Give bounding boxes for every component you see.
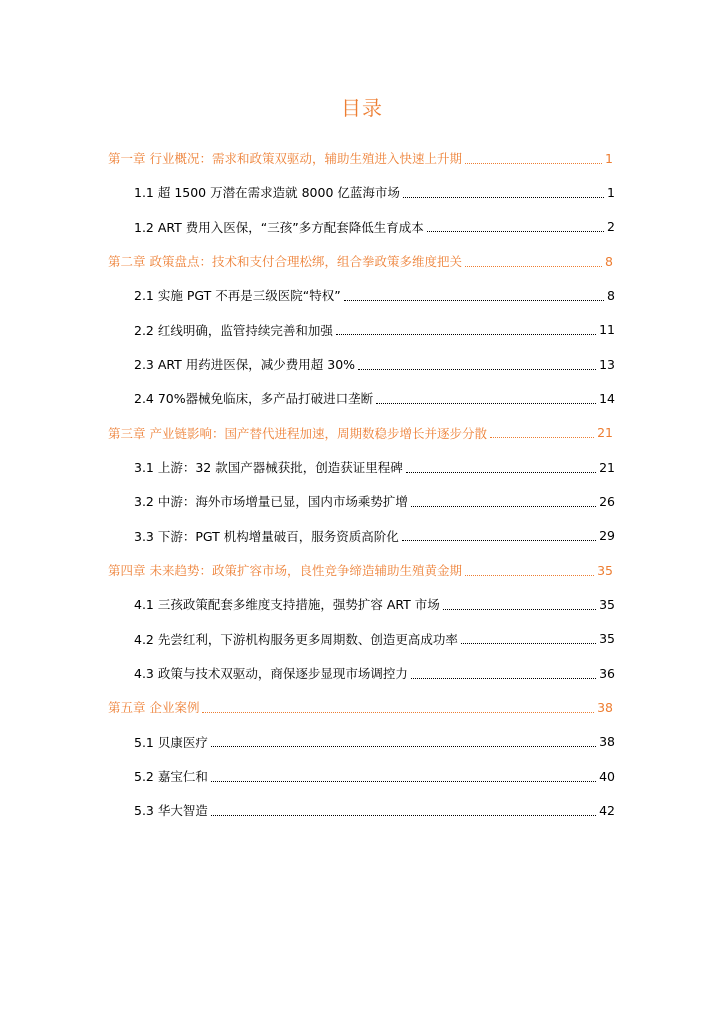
toc-page-number: 21 [599,459,615,475]
toc-dot-leader [465,163,602,164]
toc-entry-title: 第一章 行业概况：需求和政策双驱动，辅助生殖进入快速上升期 [108,151,462,167]
toc-chapter-entry[interactable] [0,244,613,278]
toc-page-number: 1 [605,150,613,166]
toc-page-number: 2 [607,219,615,235]
toc-entry-title: 2.1 实施 PGT 不再是三级医院“特权” [134,288,341,304]
toc-entry-title: 2.4 70%器械免临床，多产品打破进口垄断 [134,391,374,407]
toc-entry-title: 第三章 产业链影响：国产替代进程加速，周期数稳步增长并逐步分散 [108,425,487,441]
toc-section-entry[interactable] [0,656,615,690]
toc-page-number: 36 [599,665,615,681]
toc-dot-leader [202,712,594,713]
toc-dot-leader [465,266,602,267]
toc-entry-title: 5.2 嘉宝仁和 [134,769,208,785]
toc-entry-title: 3.2 中游：海外市场增量已显，国内市场乘势扩增 [134,494,408,510]
toc-entry-title: 第五章 企业案例 [108,700,200,716]
toc-dot-leader [211,781,596,782]
toc-section-entry[interactable] [0,587,615,621]
toc-page-number: 38 [599,734,615,750]
toc-page-number: 35 [599,596,615,612]
toc-dot-leader [336,334,596,335]
toc-section-entry[interactable] [0,381,615,415]
toc-section-entry[interactable] [0,622,615,656]
toc-page-number: 11 [599,322,615,338]
toc-section-entry[interactable] [0,519,615,553]
toc-dot-leader [411,678,596,679]
toc-section-entry[interactable] [0,725,615,759]
toc-dot-leader [403,197,604,198]
toc-page-number: 26 [599,493,615,509]
toc-page-number: 42 [599,802,615,818]
toc-page-number: 35 [599,631,615,647]
toc-chapter-entry[interactable] [0,416,613,450]
toc-section-entry[interactable] [0,313,615,347]
toc-chapter-entry[interactable] [0,141,613,175]
toc-entry-title: 1.1 超 1500 万潜在需求造就 8000 亿蓝海市场 [134,185,400,201]
toc-page-number: 21 [597,425,613,441]
toc-section-entry[interactable] [0,278,615,312]
toc-page-number: 14 [599,390,615,406]
toc-section-entry[interactable] [0,484,615,518]
toc-section-entry[interactable] [0,759,615,793]
toc-chapter-entry[interactable] [0,553,613,587]
toc-page-number: 38 [597,699,613,715]
toc-section-entry[interactable] [0,210,615,244]
toc-page-number: 40 [599,768,615,784]
toc-dot-leader [427,231,604,232]
toc-page-number: 1 [607,184,615,200]
toc-section-entry[interactable] [0,175,615,209]
table-of-contents [0,141,724,828]
toc-entry-title: 1.2 ART 费用入医保，“三孩”多方配套降低生育成本 [134,219,424,235]
toc-section-entry[interactable] [0,450,615,484]
toc-entry-title: 3.1 上游：32 款国产器械获批，创造获证里程碑 [134,460,403,476]
toc-dot-leader [406,472,596,473]
toc-entry-title: 4.3 政策与技术双驱动，商保逐步显现市场调控力 [134,666,408,682]
toc-page-number: 13 [599,356,615,372]
toc-page-number: 8 [607,287,615,303]
toc-dot-leader [490,437,594,438]
toc-dot-leader [411,506,596,507]
toc-section-entry[interactable] [0,347,615,381]
toc-dot-leader [376,403,596,404]
toc-page-number: 35 [597,562,613,578]
toc-entry-title: 4.1 三孩政策配套多维度支持措施，强势扩容 ART 市场 [134,597,440,613]
toc-dot-leader [358,369,596,370]
toc-dot-leader [465,575,594,576]
toc-dot-leader [443,609,596,610]
toc-entry-title: 2.2 红线明确，监管持续完善和加强 [134,322,333,338]
toc-entry-title: 4.2 先尝红利，下游机构服务更多周期数、创造更高成功率 [134,631,458,647]
toc-entry-title: 第四章 未来趋势：政策扩容市场，良性竞争缔造辅助生殖黄金期 [108,563,462,579]
toc-dot-leader [211,746,596,747]
toc-page-number: 8 [605,253,613,269]
toc-section-entry[interactable] [0,793,615,827]
toc-dot-leader [461,643,596,644]
toc-entry-title: 第二章 政策盘点：技术和支付合理松绑，组合拳政策多维度把关 [108,254,462,270]
page-title: 目录 [341,96,383,120]
toc-entry-title: 3.3 下游：PGT 机构增量破百，服务资质高阶化 [134,528,399,544]
toc-chapter-entry[interactable] [0,690,613,724]
toc-entry-title: 5.3 华大智造 [134,803,208,819]
toc-dot-leader [344,300,604,301]
toc-page-number: 29 [599,528,615,544]
toc-entry-title: 5.1 贝康医疗 [134,734,208,750]
toc-dot-leader [211,815,596,816]
toc-dot-leader [402,540,596,541]
toc-entry-title: 2.3 ART 用药进医保，减少费用超 30% [134,357,356,373]
